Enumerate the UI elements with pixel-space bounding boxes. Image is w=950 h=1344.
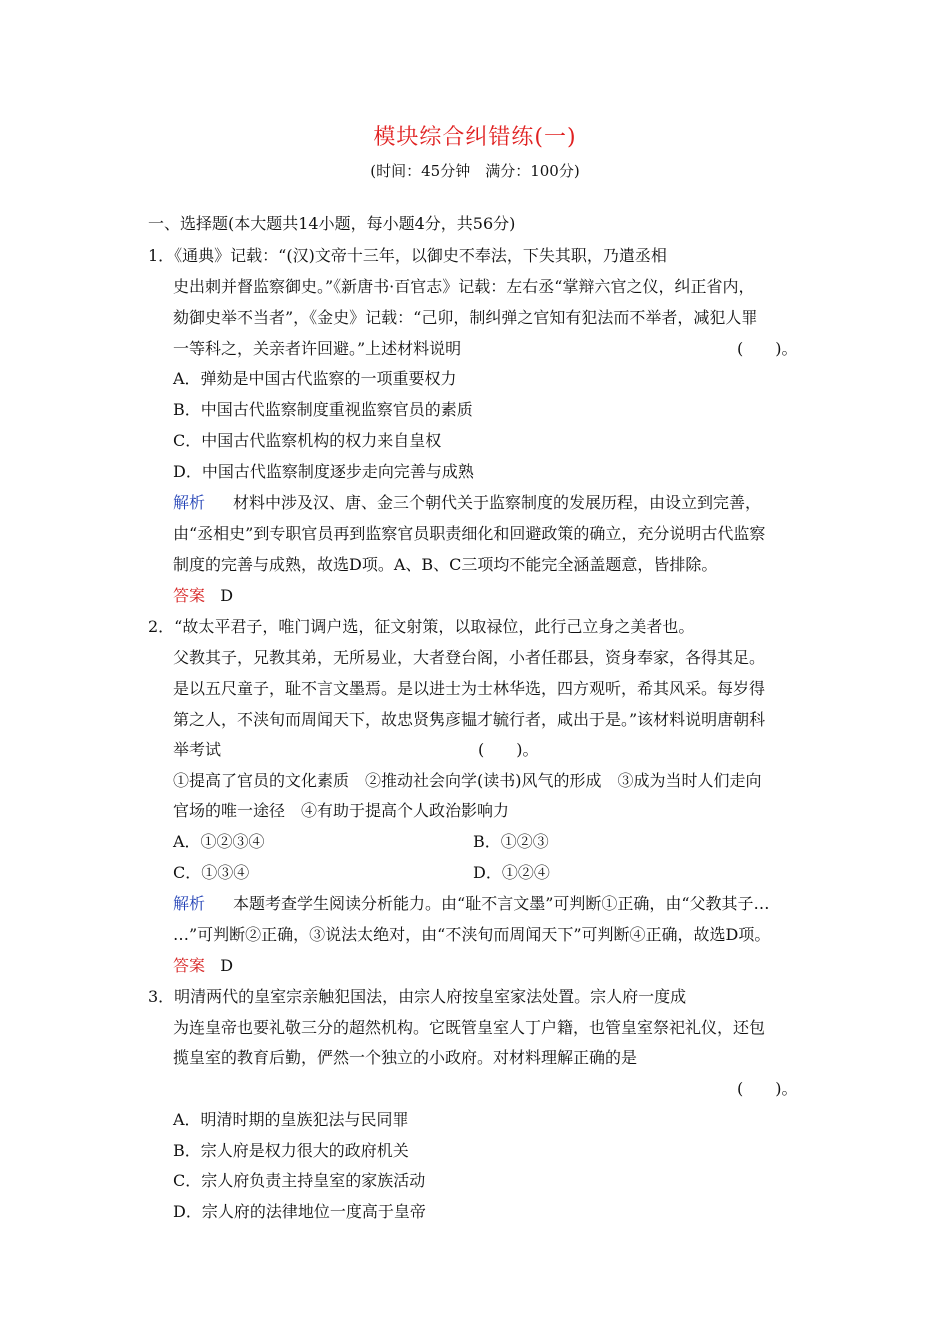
analysis-text: 本题考查学生阅读分析能力。由“耻不言文墨”可判断①正确，由“父教其子… [233,894,770,913]
option-a: A．明清时期的皇族犯法与民同罪 [173,1110,409,1129]
page-subtitle: (时间：45分钟 满分：100分) [370,162,580,180]
option-a: A．①②③④ [173,832,265,851]
question-line: 是以五尺童子，耻不言文墨焉。是以进士为士林华选，四方观听，希其风采。每岁得 [173,679,766,698]
option-c: C．①③④ [173,863,250,882]
option-d: D．宗人府的法律地位一度高于皇帝 [173,1202,426,1221]
page-title: 模块综合纠错练(一) [373,125,577,150]
analysis-label: 解析 [173,894,206,913]
option-a: A．弹劾是中国古代监察的一项重要权力 [173,369,457,388]
question-line: 2．“故太平君子，唯门调户选，征文射策，以取禄位，此行己立身之美者也。 [148,617,695,636]
analysis-line: 制度的完善与成熟，故选D项。A、B、C三项均不能完全涵盖题意，皆排除。 [173,555,718,574]
analysis-label: 解析 [173,493,206,512]
answer-line [173,955,233,977]
analysis-text: 材料中涉及汉、唐、金三个朝代关于监察制度的发展历程，由设立到完善， [233,493,762,512]
question-line: 举考试 [173,740,222,759]
option-c: C．宗人府负责主持皇室的家族活动 [173,1171,426,1190]
option-b: B．①②③ [473,832,549,851]
option-b: B．中国古代监察制度重视监察官员的素质 [173,400,473,419]
answer-value: D [220,586,234,605]
answer-line [173,585,233,607]
option-c: C．中国古代监察机构的权力来自皇权 [173,431,442,450]
option-d: D．①②④ [473,863,550,882]
question-line: 1．《通典》记载：“(汉)文帝十三年，以御史不奉法，下失其职，乃遣丞相 [148,246,667,265]
analysis-line: 由“丞相史”到专职官员再到监察官员职责细化和回避政策的确立，充分说明古代监察 [173,524,766,543]
answer-label: 答案 [173,956,206,975]
question-line: 3．明清两代的皇室宗亲触犯国法，由宗人府按皇室家法处置。宗人府一度成 [148,987,687,1006]
option-d: D．中国古代监察制度逐步走向完善与成熟 [173,462,474,481]
answer-paren: ( )。 [737,339,798,358]
question-line: 揽皇室的教育后勤，俨然一个独立的小政府。对材料理解正确的是 [173,1048,638,1067]
question-line: 劾御史举不当者”，《金史》记载：“己卯，制纠弹之官知有犯法而不举者，减犯人罪 [173,308,758,327]
question-line: 父教其子，兄教其弟，无所易业，大者登台阁，小者任郡县，资身奉家，各得其足。 [173,648,766,667]
statement-line: 官场的唯一途径 ④有助于提高个人政治影响力 [173,801,510,820]
answer-label: 答案 [173,586,206,605]
option-b: B．宗人府是权力很大的政府机关 [173,1141,409,1160]
section-heading: 一、选择题(本大题共14小题，每小题4分，共56分) [148,214,516,233]
answer-paren: ( )。 [737,1079,798,1098]
analysis-line [173,492,761,514]
analysis-line: …”可判断②正确，③说法太绝对，由“不浃旬而周闻天下”可判断④正确，故选D项。 [173,925,771,944]
answer-paren: ( )。 [478,740,539,759]
analysis-line [173,893,770,915]
question-line: 为连皇帝也要礼敬三分的超然机构。它既管皇室人丁户籍，也管皇室祭祀礼仪，还包 [173,1018,766,1037]
statement-line: ①提高了官员的文化素质 ②推动社会向学(读书)风气的形成 ③成为当时人们走向 [173,771,762,790]
question-line: 一等科之，关亲者许回避。”上述材料说明 [173,339,462,358]
answer-value: D [220,956,234,975]
question-line: 史出刺并督监察御史。”《新唐书·百官志》记载：左右丞“掌辩六官之仪，纠正省内， [173,277,755,296]
question-line: 第之人，不浃旬而周闻天下，故忠贤隽彦韫才毓行者，咸出于是。”该材料说明唐朝科 [173,710,766,729]
